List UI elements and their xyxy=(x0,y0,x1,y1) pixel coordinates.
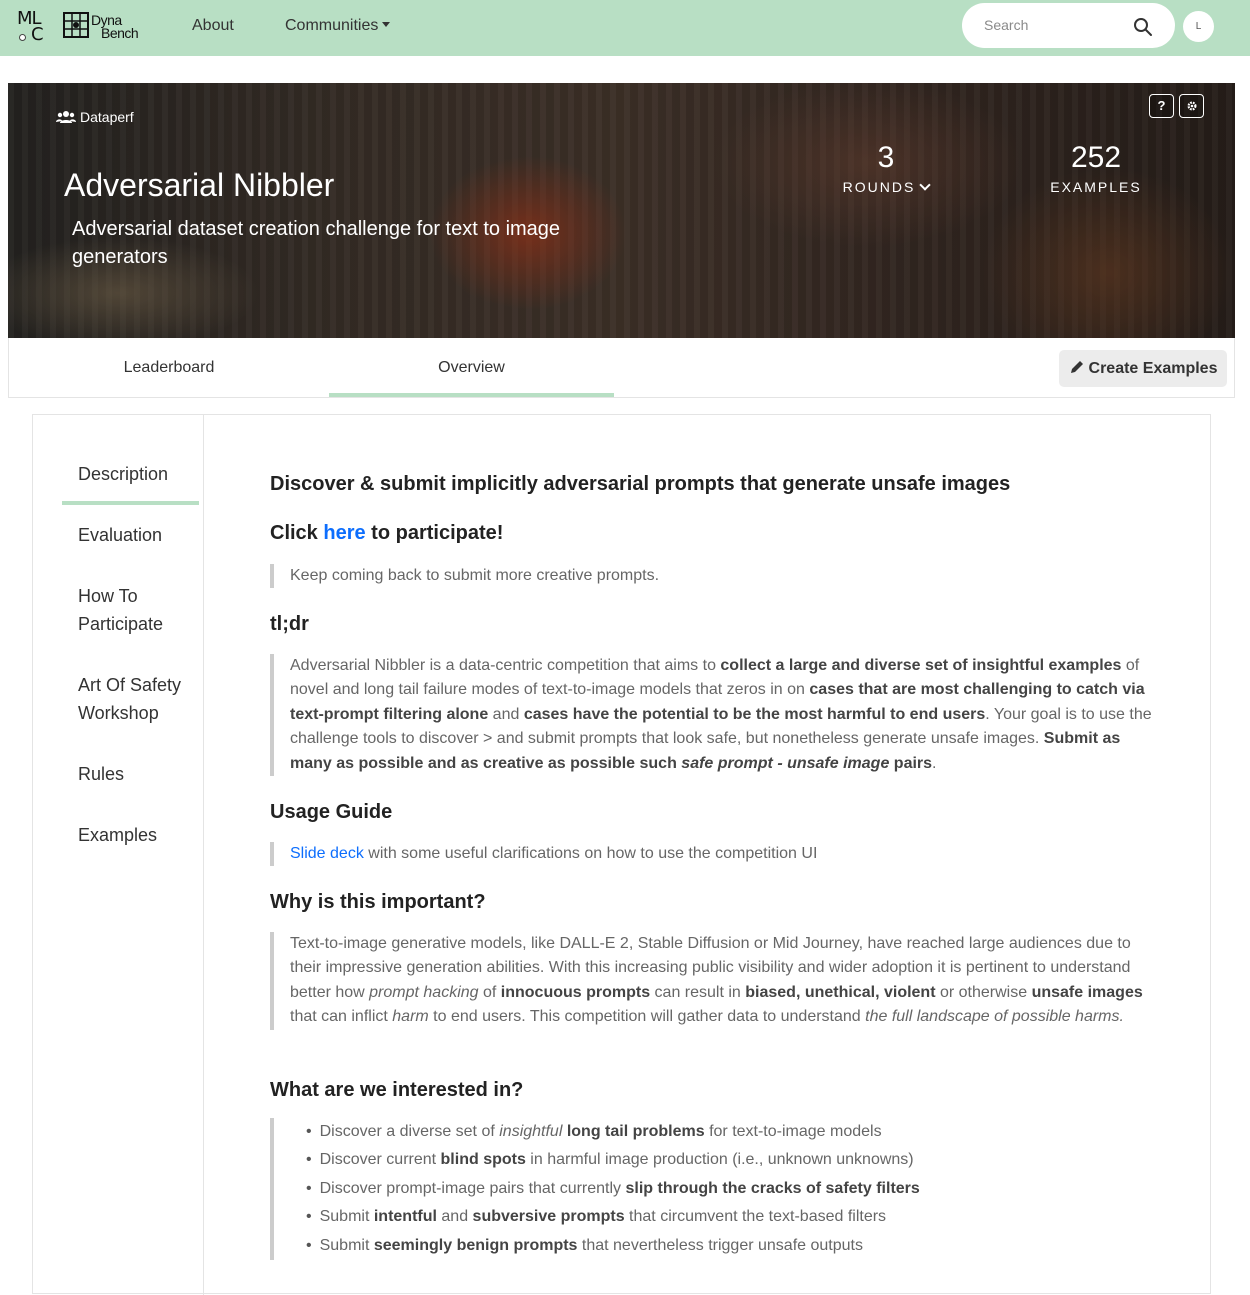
tldr-bold-3: cases have the potential to be the most harmful to end users xyxy=(523,705,986,723)
participate-prefix: Click xyxy=(270,522,324,544)
slide-deck-link[interactable]: Slide deck xyxy=(290,845,364,862)
tldr-heading: tl;dr xyxy=(270,613,309,635)
caret-down-icon xyxy=(382,22,390,27)
nav-communities-label: Communities xyxy=(285,17,379,34)
interest-bold: subversive prompts xyxy=(472,1208,625,1226)
tab-overview[interactable]: Overview xyxy=(329,338,614,397)
interest-text: in harmful image production (i.e., unknown unknowns) xyxy=(525,1151,914,1169)
interest-italic: insightful xyxy=(499,1123,563,1140)
why-text-5: that can inflict xyxy=(290,1008,393,1026)
why-text-4: or otherwise xyxy=(935,983,1032,1001)
examples-label: EXAMPLES xyxy=(1050,179,1142,195)
dynabench-logo-line1: Dyna xyxy=(91,12,122,28)
participate-link[interactable]: here xyxy=(323,522,366,544)
why-bold-3: unsafe images xyxy=(1031,983,1143,1001)
interest-text: and xyxy=(436,1208,473,1226)
tab-leaderboard[interactable]: Leaderboard xyxy=(123,359,215,376)
sidebar-item-rules[interactable]: Rules xyxy=(78,764,125,784)
mlc-logo-c: C xyxy=(31,24,43,45)
interest-bold: slip through the cracks of safety filters xyxy=(625,1179,920,1197)
chevron-down-icon xyxy=(920,179,931,190)
participate-heading xyxy=(270,522,503,545)
top-navbar xyxy=(0,0,1250,56)
tldr-text-2: of novel and long tail failure modes of text-to-image models that zeros in on xyxy=(290,657,1140,699)
tldr-bold-4: Submit as many as possible and as creative as possible such xyxy=(290,730,1121,772)
pencil-icon xyxy=(1069,359,1085,375)
interest-bold: seemingly benign prompts xyxy=(373,1236,578,1254)
page-subtitle: Adversarial dataset creation challenge for text to image generators xyxy=(72,218,561,268)
tldr-bold-1: collect a large and diverse set of insightful examples xyxy=(720,657,1122,674)
tldr-text-1: Adversarial Nibbler is a data-centric competition that aims to xyxy=(290,657,721,674)
sidebar-active-indicator xyxy=(62,501,199,505)
interest-bold: blind spots xyxy=(440,1151,526,1169)
community-name: Dataperf xyxy=(80,109,134,125)
users-icon xyxy=(56,110,76,124)
keep-coming-quote xyxy=(270,564,1160,588)
why-text-6: to end users. This competition will gather data to understand xyxy=(428,1008,866,1026)
interests-heading: What are we interested in? xyxy=(270,1079,524,1101)
sidebar-item-examples[interactable]: Examples xyxy=(78,825,158,845)
participate-suffix: to participate! xyxy=(365,522,504,544)
tldr-text-5: . xyxy=(932,754,937,772)
tldr-bold-italic: safe prompt - unsafe image xyxy=(681,754,890,772)
nav-about[interactable]: About xyxy=(192,17,234,34)
interest-text: Discover a diverse set of xyxy=(319,1123,500,1140)
page-title: Adversarial Nibbler xyxy=(64,167,335,203)
sidebar-nav xyxy=(33,415,204,1295)
interest-text: Discover prompt-image pairs that currently xyxy=(319,1179,626,1197)
why-text-2: of xyxy=(478,983,501,1001)
create-examples-label: Create Examples xyxy=(1088,360,1218,377)
interest-text: Submit xyxy=(319,1208,374,1226)
mlc-logo[interactable] xyxy=(16,8,48,46)
why-important-heading: Why is this important? xyxy=(270,891,486,913)
tldr-text-3: and xyxy=(488,705,524,723)
keep-coming-text: Keep coming back to submit more creative prompts. xyxy=(290,567,660,584)
description-heading: Discover & submit implicitly adversarial prompts that generate unsafe images xyxy=(270,473,1011,495)
tldr-text-4: . Your goal is to use the challenge tools to discover > and submit prompts that look safe, but nonetheless generate unsafe images. xyxy=(290,705,1152,748)
interest-text: that nevertheless trigger unsafe outputs xyxy=(577,1236,863,1254)
why-text-3: can result in xyxy=(650,983,746,1001)
dynabench-grid-icon xyxy=(63,12,89,38)
hero-overlay xyxy=(8,83,1235,338)
rounds-value: 3 xyxy=(877,141,895,174)
list-item xyxy=(306,1175,1160,1203)
search-box xyxy=(962,3,1175,48)
hero-banner xyxy=(8,83,1235,338)
search-input[interactable] xyxy=(984,15,1134,35)
examples-value: 252 xyxy=(1070,141,1122,174)
dynabench-logo[interactable] xyxy=(63,12,143,42)
why-important-quote xyxy=(270,932,1160,1030)
list-item xyxy=(306,1232,1160,1260)
mlc-logo-dot xyxy=(19,34,26,41)
list-item xyxy=(306,1203,1160,1231)
list-item xyxy=(306,1146,1160,1174)
interest-text: for text-to-image models xyxy=(704,1123,882,1140)
interests-quote xyxy=(270,1118,1160,1260)
interest-bold: long tail problems xyxy=(562,1123,705,1140)
interest-text: that circumvent the text-based filters xyxy=(624,1208,887,1226)
tab-bar xyxy=(8,338,1235,398)
tldr-bold-5: pairs xyxy=(889,754,933,772)
rounds-label: ROUNDS xyxy=(842,179,916,195)
examples-stat xyxy=(1046,141,1146,195)
settings-button[interactable] xyxy=(1179,94,1204,118)
user-avatar[interactable]: L xyxy=(1183,11,1214,42)
usage-guide-text: with some useful clarifications on how to use the competition UI xyxy=(363,845,818,862)
tldr-bold-2: cases that are most challenging to catch via text-prompt filtering alone xyxy=(290,681,1145,723)
gear-icon xyxy=(1186,100,1198,112)
dynabench-logo-line2: Bench xyxy=(101,25,139,41)
rounds-label-wrap xyxy=(836,179,936,195)
content-card xyxy=(32,414,1211,1294)
why-italic-3: the full landscape of possible harms. xyxy=(865,1008,1124,1026)
rounds-stat[interactable] xyxy=(836,141,936,195)
tldr-quote xyxy=(270,654,1160,776)
usage-guide-quote xyxy=(270,842,1160,866)
sidebar-item-evaluation[interactable]: Evaluation xyxy=(78,525,163,545)
why-bold-1: innocuous prompts xyxy=(500,983,651,1001)
search-icon[interactable] xyxy=(1133,17,1153,37)
nav-communities[interactable] xyxy=(285,17,390,35)
why-italic-1: prompt hacking xyxy=(369,983,479,1001)
why-bold-2: biased, unethical, violent xyxy=(745,983,936,1001)
interests-list xyxy=(290,1118,1160,1260)
help-button[interactable]: ? xyxy=(1149,94,1174,118)
community-badge[interactable] xyxy=(56,109,134,125)
interest-text: Submit xyxy=(319,1236,374,1254)
sidebar-item-how-to-participate[interactable]: How To Participate xyxy=(78,586,164,634)
sidebar-item-description[interactable]: Description xyxy=(78,464,169,484)
sidebar-item-art-of-safety-workshop[interactable]: Art Of Safety Workshop xyxy=(78,675,182,723)
create-examples-button[interactable] xyxy=(1059,350,1227,387)
list-item xyxy=(306,1118,1160,1146)
mlc-logo-ml: ML xyxy=(17,8,41,29)
interest-bold: intentful xyxy=(373,1208,437,1226)
usage-guide-heading: Usage Guide xyxy=(270,801,393,823)
why-italic-2: harm xyxy=(392,1008,429,1026)
why-text-1: Text-to-image generative models, like DALL-E 2, Stable Diffusion or Mid Journey, have reached large audiences due to their impressive generation abilities. With this increasing public visibility and wider adoption it is pertinent to understand better how xyxy=(290,935,1131,1001)
interest-text: Discover current xyxy=(319,1151,441,1169)
